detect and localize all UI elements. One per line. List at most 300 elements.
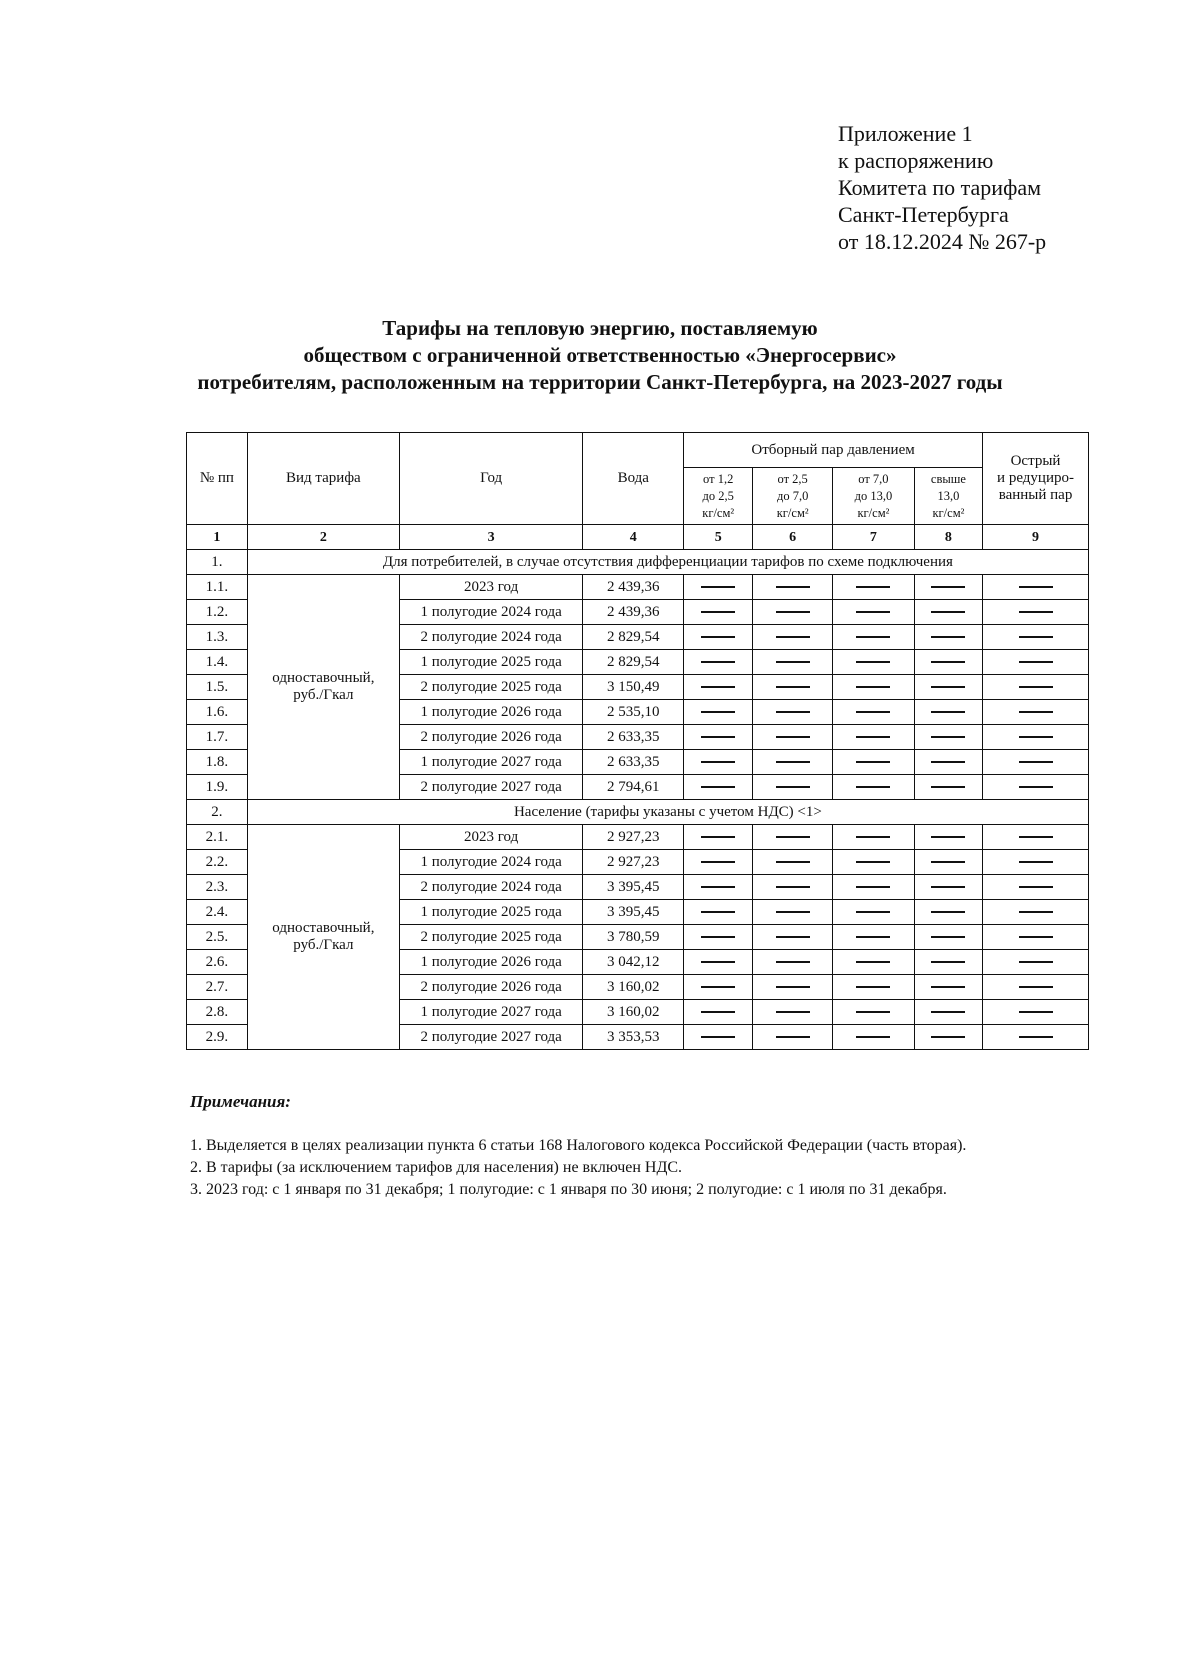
dash-mark: [776, 1036, 810, 1038]
empty-value-cell: [753, 600, 833, 625]
empty-value-cell: [914, 950, 982, 975]
empty-value-cell: [983, 850, 1089, 875]
row-year: 2 полугодие 2024 года: [399, 625, 583, 650]
empty-value-cell: [753, 875, 833, 900]
empty-value-cell: [753, 750, 833, 775]
dash-mark: [856, 761, 890, 763]
empty-value-cell: [833, 575, 915, 600]
dash-mark: [701, 586, 735, 588]
row-water-tariff: 2 927,23: [583, 825, 684, 850]
dash-mark: [931, 861, 965, 863]
tariff-table: [186, 432, 1089, 1050]
empty-value-cell: [833, 875, 915, 900]
header-pressure-line: до 2,5: [702, 488, 734, 503]
dash-mark: [856, 986, 890, 988]
empty-value-cell: [753, 925, 833, 950]
row-water-tariff: 2 439,36: [583, 575, 684, 600]
section-row: [187, 550, 1089, 575]
empty-value-cell: [914, 975, 982, 1000]
empty-value-cell: [684, 875, 753, 900]
empty-value-cell: [983, 575, 1089, 600]
dash-mark: [1019, 936, 1053, 938]
row-number: 1.4.: [187, 650, 248, 675]
empty-value-cell: [753, 900, 833, 925]
dash-mark: [856, 936, 890, 938]
dash-mark: [856, 636, 890, 638]
empty-value-cell: [684, 950, 753, 975]
empty-value-cell: [684, 975, 753, 1000]
empty-value-cell: [684, 750, 753, 775]
dash-mark: [856, 961, 890, 963]
empty-value-cell: [684, 775, 753, 800]
note-item: 1. Выделяется в целях реализации пункта 6 статьи 168 Налогового кодекса Российской Федерации (часть вторая).: [190, 1137, 967, 1154]
empty-value-cell: [753, 1025, 833, 1050]
dash-mark: [1019, 886, 1053, 888]
empty-value-cell: [833, 750, 915, 775]
dash-mark: [1019, 711, 1053, 713]
empty-value-cell: [684, 850, 753, 875]
header-pressure-line: свыше: [930, 471, 966, 486]
header-num: № пп: [187, 433, 248, 525]
header-pressure-line: от 1,2: [703, 471, 734, 486]
header-tariff-type: Вид тарифа: [247, 433, 399, 525]
dash-mark: [931, 661, 965, 663]
dash-mark: [1019, 586, 1053, 588]
row-water-tariff: 2 794,61: [583, 775, 684, 800]
dash-mark: [776, 661, 810, 663]
dash-mark: [1019, 686, 1053, 688]
dash-mark: [856, 686, 890, 688]
row-year: 2 полугодие 2024 года: [399, 875, 583, 900]
header-pressure-1: [684, 468, 753, 525]
empty-value-cell: [753, 725, 833, 750]
dash-mark: [856, 1011, 890, 1013]
header-pressure-line: кг/см²: [702, 505, 735, 520]
tariff-type-line: одноставочный,: [272, 920, 375, 936]
empty-value-cell: [753, 975, 833, 1000]
dash-mark: [931, 711, 965, 713]
row-number: 1.8.: [187, 750, 248, 775]
empty-value-cell: [684, 1025, 753, 1050]
dash-mark: [856, 861, 890, 863]
dash-mark: [856, 611, 890, 613]
empty-value-cell: [833, 650, 915, 675]
empty-value-cell: [914, 675, 982, 700]
dash-mark: [1019, 761, 1053, 763]
empty-value-cell: [833, 725, 915, 750]
dash-mark: [776, 736, 810, 738]
header-pressure-3: [833, 468, 915, 525]
dash-mark: [856, 886, 890, 888]
dash-mark: [856, 836, 890, 838]
dash-mark: [931, 936, 965, 938]
empty-value-cell: [914, 925, 982, 950]
notes: [190, 1135, 1093, 1201]
column-number: 3: [399, 525, 583, 550]
section-row: [187, 800, 1089, 825]
empty-value-cell: [833, 950, 915, 975]
section-label: Для потребителей, в случае отсутствия дифференциации тарифов по схеме подключения: [247, 550, 1088, 575]
empty-value-cell: [914, 600, 982, 625]
row-year: 1 полугодие 2027 года: [399, 1000, 583, 1025]
dash-mark: [1019, 986, 1053, 988]
empty-value-cell: [753, 700, 833, 725]
header-sharp-line: и редуциро-: [997, 470, 1074, 486]
empty-value-cell: [684, 625, 753, 650]
empty-value-cell: [983, 600, 1089, 625]
column-number: 2: [247, 525, 399, 550]
tariff-type-line: одноставочный,: [272, 670, 375, 686]
empty-value-cell: [914, 725, 982, 750]
row-number: 2.9.: [187, 1025, 248, 1050]
row-year: 2 полугодие 2026 года: [399, 725, 583, 750]
dash-mark: [931, 961, 965, 963]
empty-value-cell: [833, 700, 915, 725]
tariff-type-line: руб./Гкал: [293, 937, 354, 953]
row-water-tariff: 3 353,53: [583, 1025, 684, 1050]
dash-mark: [701, 1036, 735, 1038]
row-year: 2 полугодие 2027 года: [399, 1025, 583, 1050]
header-year: Год: [399, 433, 583, 525]
appendix-line: Комитета по тарифам: [838, 175, 1042, 200]
row-year: 1 полугодие 2025 года: [399, 650, 583, 675]
dash-mark: [1019, 736, 1053, 738]
empty-value-cell: [684, 725, 753, 750]
empty-value-cell: [914, 825, 982, 850]
dash-mark: [776, 986, 810, 988]
dash-mark: [1019, 836, 1053, 838]
empty-value-cell: [983, 650, 1089, 675]
empty-value-cell: [983, 925, 1089, 950]
section-label: Население (тарифы указаны с учетом НДС) <1>: [247, 800, 1088, 825]
header-pressure-line: до 7,0: [776, 488, 809, 503]
column-number-row: [187, 525, 1089, 550]
row-year: 2023 год: [399, 825, 583, 850]
title-line: обществом с ограниченной ответственностью «Энергосервис»: [303, 343, 897, 367]
dash-mark: [931, 636, 965, 638]
empty-value-cell: [753, 775, 833, 800]
empty-value-cell: [914, 900, 982, 925]
dash-mark: [856, 911, 890, 913]
section-number: 1.: [187, 550, 248, 575]
dash-mark: [931, 1036, 965, 1038]
appendix-line: Приложение 1: [838, 121, 973, 146]
empty-value-cell: [914, 1025, 982, 1050]
table-row: [187, 825, 1089, 850]
dash-mark: [856, 711, 890, 713]
empty-value-cell: [983, 750, 1089, 775]
dash-mark: [776, 611, 810, 613]
dash-mark: [776, 761, 810, 763]
appendix-header: [838, 120, 1046, 255]
dash-mark: [776, 936, 810, 938]
row-year: 2023 год: [399, 575, 583, 600]
empty-value-cell: [983, 975, 1089, 1000]
empty-value-cell: [753, 625, 833, 650]
row-year: 2 полугодие 2026 года: [399, 975, 583, 1000]
empty-value-cell: [983, 725, 1089, 750]
row-water-tariff: 2 829,54: [583, 625, 684, 650]
dash-mark: [1019, 661, 1053, 663]
empty-value-cell: [983, 675, 1089, 700]
column-number: 4: [583, 525, 684, 550]
table-row: [187, 575, 1089, 600]
column-number: 1: [187, 525, 248, 550]
dash-mark: [1019, 961, 1053, 963]
row-number: 1.5.: [187, 675, 248, 700]
dash-mark: [701, 1011, 735, 1013]
header-water: Вода: [583, 433, 684, 525]
header-pressure-line: от 7,0: [858, 471, 889, 486]
row-number: 1.7.: [187, 725, 248, 750]
header-pressure-line: 13,0: [937, 488, 960, 503]
empty-value-cell: [833, 625, 915, 650]
row-number: 1.9.: [187, 775, 248, 800]
row-water-tariff: 2 829,54: [583, 650, 684, 675]
empty-value-cell: [684, 600, 753, 625]
header-pressure-line: кг/см²: [776, 505, 809, 520]
dash-mark: [856, 1036, 890, 1038]
empty-value-cell: [833, 975, 915, 1000]
column-number: 8: [914, 525, 982, 550]
empty-value-cell: [914, 875, 982, 900]
title-line: Тарифы на тепловую энергию, поставляемую: [382, 316, 818, 340]
empty-value-cell: [914, 1000, 982, 1025]
row-year: 1 полугодие 2027 года: [399, 750, 583, 775]
dash-mark: [856, 661, 890, 663]
header-steam-group: Отборный пар давлением: [684, 433, 983, 468]
dash-mark: [701, 636, 735, 638]
row-water-tariff: 3 042,12: [583, 950, 684, 975]
empty-value-cell: [914, 700, 982, 725]
empty-value-cell: [753, 1000, 833, 1025]
header-pressure-line: кг/см²: [857, 505, 890, 520]
dash-mark: [776, 636, 810, 638]
row-year: 1 полугодие 2026 года: [399, 700, 583, 725]
dash-mark: [701, 786, 735, 788]
dash-mark: [701, 686, 735, 688]
dash-mark: [701, 861, 735, 863]
note-item: 2. В тарифы (за исключением тарифов для населения) не включен НДС.: [190, 1159, 683, 1176]
empty-value-cell: [833, 675, 915, 700]
dash-mark: [776, 861, 810, 863]
empty-value-cell: [983, 1000, 1089, 1025]
dash-mark: [776, 961, 810, 963]
dash-mark: [931, 761, 965, 763]
dash-mark: [701, 611, 735, 613]
dash-mark: [1019, 911, 1053, 913]
empty-value-cell: [753, 850, 833, 875]
empty-value-cell: [833, 1000, 915, 1025]
row-year: 2 полугодие 2027 года: [399, 775, 583, 800]
header-pressure-line: кг/см²: [932, 505, 965, 520]
empty-value-cell: [983, 825, 1089, 850]
dash-mark: [1019, 1011, 1053, 1013]
dash-mark: [776, 586, 810, 588]
dash-mark: [931, 1011, 965, 1013]
empty-value-cell: [753, 650, 833, 675]
dash-mark: [1019, 1036, 1053, 1038]
empty-value-cell: [983, 625, 1089, 650]
row-water-tariff: 3 160,02: [583, 1000, 684, 1025]
row-number: 2.8.: [187, 1000, 248, 1025]
empty-value-cell: [833, 900, 915, 925]
empty-value-cell: [753, 675, 833, 700]
empty-value-cell: [914, 850, 982, 875]
header-pressure-line: до 13,0: [854, 488, 893, 503]
row-water-tariff: 3 780,59: [583, 925, 684, 950]
section-number: 2.: [187, 800, 248, 825]
tariff-type: [247, 575, 399, 800]
dash-mark: [701, 711, 735, 713]
empty-value-cell: [914, 750, 982, 775]
dash-mark: [701, 911, 735, 913]
dash-mark: [856, 786, 890, 788]
dash-mark: [931, 686, 965, 688]
row-water-tariff: 2 535,10: [583, 700, 684, 725]
dash-mark: [1019, 611, 1053, 613]
dash-mark: [856, 736, 890, 738]
row-water-tariff: 3 150,49: [583, 675, 684, 700]
dash-mark: [776, 836, 810, 838]
dash-mark: [776, 886, 810, 888]
column-number: 5: [684, 525, 753, 550]
dash-mark: [776, 711, 810, 713]
empty-value-cell: [684, 675, 753, 700]
empty-value-cell: [684, 925, 753, 950]
row-year: 1 полугодие 2025 года: [399, 900, 583, 925]
row-number: 1.3.: [187, 625, 248, 650]
row-water-tariff: 3 395,45: [583, 875, 684, 900]
empty-value-cell: [914, 775, 982, 800]
empty-value-cell: [983, 1025, 1089, 1050]
dash-mark: [776, 911, 810, 913]
row-number: 2.7.: [187, 975, 248, 1000]
row-number: 1.6.: [187, 700, 248, 725]
column-number: 7: [833, 525, 915, 550]
title-line: потребителям, расположенным на территории Санкт-Петербурга, на 2023-2027 годы: [197, 370, 1003, 394]
dash-mark: [931, 736, 965, 738]
empty-value-cell: [833, 1025, 915, 1050]
dash-mark: [701, 761, 735, 763]
empty-value-cell: [684, 1000, 753, 1025]
empty-value-cell: [833, 775, 915, 800]
row-number: 2.4.: [187, 900, 248, 925]
row-water-tariff: 2 927,23: [583, 850, 684, 875]
row-number: 2.2.: [187, 850, 248, 875]
dash-mark: [776, 786, 810, 788]
dash-mark: [701, 836, 735, 838]
empty-value-cell: [753, 825, 833, 850]
empty-value-cell: [684, 575, 753, 600]
row-year: 1 полугодие 2026 года: [399, 950, 583, 975]
dash-mark: [931, 911, 965, 913]
empty-value-cell: [983, 900, 1089, 925]
column-number: 9: [983, 525, 1089, 550]
header-sharp-steam: [983, 433, 1089, 525]
empty-value-cell: [753, 950, 833, 975]
appendix-line: к распоряжению: [838, 148, 994, 173]
notes-heading: Примечания:: [190, 1092, 291, 1111]
dash-mark: [701, 986, 735, 988]
tariff-type-line: руб./Гкал: [293, 687, 354, 703]
row-number: 2.5.: [187, 925, 248, 950]
header-sharp-line: ванный пар: [998, 487, 1073, 503]
empty-value-cell: [684, 650, 753, 675]
dash-mark: [776, 1011, 810, 1013]
empty-value-cell: [914, 650, 982, 675]
dash-mark: [1019, 861, 1053, 863]
empty-value-cell: [914, 575, 982, 600]
dash-mark: [931, 611, 965, 613]
empty-value-cell: [684, 825, 753, 850]
row-water-tariff: 3 395,45: [583, 900, 684, 925]
empty-value-cell: [753, 575, 833, 600]
dash-mark: [701, 886, 735, 888]
empty-value-cell: [833, 850, 915, 875]
appendix-line: Санкт-Петербурга: [838, 202, 1009, 227]
header-sharp-line: Острый: [1010, 453, 1061, 469]
row-water-tariff: 2 633,35: [583, 725, 684, 750]
dash-mark: [701, 661, 735, 663]
empty-value-cell: [833, 600, 915, 625]
tariff-type: [247, 825, 399, 1050]
header-pressure-line: от 2,5: [777, 471, 808, 486]
row-year: 1 полугодие 2024 года: [399, 850, 583, 875]
dash-mark: [1019, 786, 1053, 788]
empty-value-cell: [914, 625, 982, 650]
dash-mark: [701, 961, 735, 963]
header-pressure-4: [914, 468, 982, 525]
empty-value-cell: [684, 900, 753, 925]
dash-mark: [701, 736, 735, 738]
header-pressure-2: [753, 468, 833, 525]
dash-mark: [776, 686, 810, 688]
column-number: 6: [753, 525, 833, 550]
row-number: 2.6.: [187, 950, 248, 975]
dash-mark: [931, 886, 965, 888]
note-item: 3. 2023 год: с 1 января по 31 декабря; 1 полугодие: с 1 января по 30 июня; 2 полугодие: с 1 июля по 31 декабря.: [190, 1181, 947, 1198]
row-year: 2 полугодие 2025 года: [399, 675, 583, 700]
row-number: 1.1.: [187, 575, 248, 600]
header-row: [187, 433, 1089, 468]
row-number: 2.3.: [187, 875, 248, 900]
empty-value-cell: [833, 925, 915, 950]
row-water-tariff: 2 633,35: [583, 750, 684, 775]
row-number: 1.2.: [187, 600, 248, 625]
empty-value-cell: [983, 950, 1089, 975]
row-water-tariff: 3 160,02: [583, 975, 684, 1000]
row-number: 2.1.: [187, 825, 248, 850]
dash-mark: [1019, 636, 1053, 638]
dash-mark: [856, 586, 890, 588]
empty-value-cell: [833, 825, 915, 850]
empty-value-cell: [983, 775, 1089, 800]
row-year: 2 полугодие 2025 года: [399, 925, 583, 950]
dash-mark: [931, 836, 965, 838]
empty-value-cell: [983, 875, 1089, 900]
dash-mark: [701, 936, 735, 938]
document-title: [150, 315, 1050, 396]
dash-mark: [931, 986, 965, 988]
empty-value-cell: [983, 700, 1089, 725]
row-water-tariff: 2 439,36: [583, 600, 684, 625]
appendix-line: от 18.12.2024 № 267-р: [838, 229, 1047, 254]
row-year: 1 полугодие 2024 года: [399, 600, 583, 625]
dash-mark: [931, 786, 965, 788]
empty-value-cell: [684, 700, 753, 725]
dash-mark: [931, 586, 965, 588]
